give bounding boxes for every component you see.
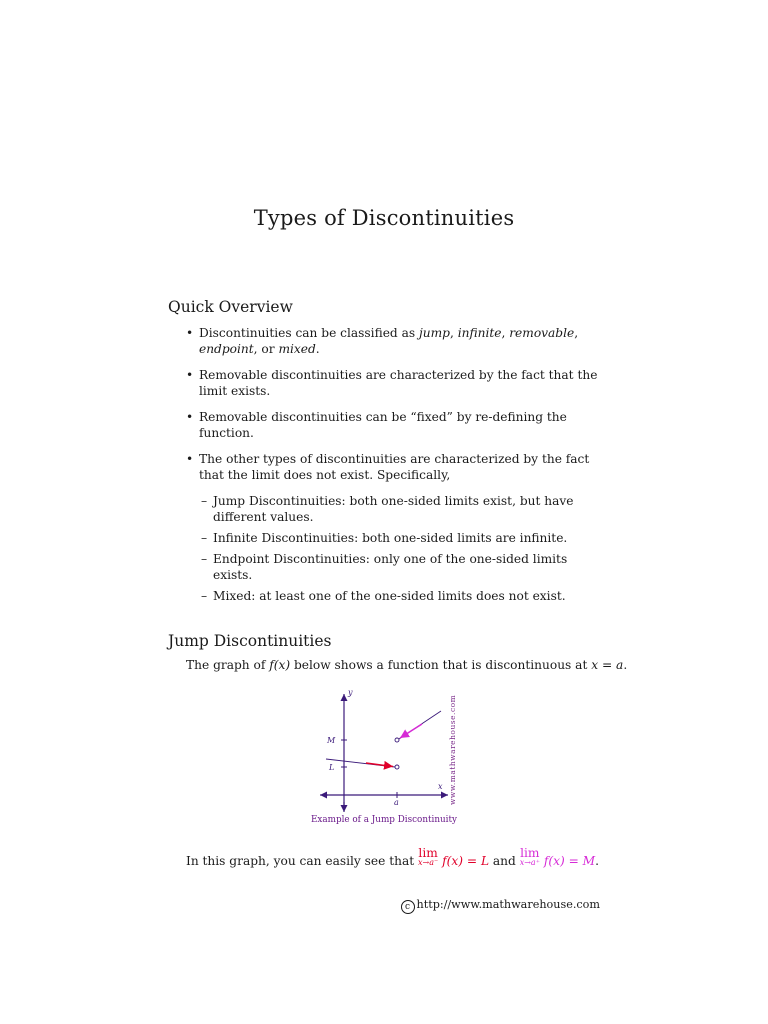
period: . [315, 342, 320, 356]
list-item [186, 367, 606, 399]
figure-caption: Example of a Jump Discontinuity [310, 815, 458, 825]
sub-list-item: – Jump Discontinuities: both one-sided limits exist, but have different values. [199, 493, 606, 525]
list-item [186, 451, 606, 604]
separator: , [501, 326, 510, 340]
jump-conclusion [186, 846, 599, 868]
term-infinite: infinite [457, 326, 502, 340]
intro-text: below shows a function that is discontinuous at [290, 658, 592, 672]
footer-url[interactable]: http://www.mathwarehouse.com [416, 898, 600, 911]
term-jump: jump [418, 326, 450, 340]
right-limit-arrow [400, 724, 422, 738]
separator: , [574, 326, 579, 340]
sub-list [199, 493, 606, 604]
list-item [186, 325, 606, 357]
jump-discontinuity-chart [300, 684, 470, 829]
period: . [623, 658, 628, 672]
lim-word: lim [520, 846, 540, 860]
overview-list [186, 325, 606, 614]
overview-heading: Quick Overview [168, 298, 293, 316]
conclusion-text: In this graph, you can easily see that [186, 854, 418, 868]
left-limit-expression: f(x) = L [442, 854, 490, 868]
discontinuity-point: x = a [591, 658, 624, 672]
chart-svg [300, 684, 470, 829]
conjunction: and [489, 854, 520, 868]
tick-label-a: a [394, 798, 399, 807]
sub-list-item: – Infinite Discontinuities: both one-sided limits are infinite. [199, 530, 606, 546]
right-limit-expression: f(x) = M [543, 854, 596, 868]
function-symbol: f(x) [269, 658, 291, 672]
lim-subscript: x→a⁻ [418, 858, 439, 867]
footer [0, 898, 600, 914]
bullet-text: Removable discontinuities are characterized by the fact that the limit exists. [199, 368, 598, 398]
list-item [186, 409, 606, 441]
page-title: Types of Discontinuities [253, 206, 515, 230]
right-limit [520, 846, 540, 867]
period: . [595, 854, 600, 868]
y-axis-label: y [348, 688, 353, 697]
x-axis-label: x [438, 782, 443, 791]
tick-label-l: L [329, 763, 335, 772]
term-removable: removable [509, 326, 575, 340]
bullet-text: The other types of discontinuities are characterized by the fact that the limit does not exist. Specifically, [199, 452, 590, 482]
right-open-endpoint [395, 738, 399, 742]
bullet-text: Discontinuities can be classified as [199, 326, 419, 340]
term-mixed: mixed [278, 342, 316, 356]
sub-list-item: – Endpoint Discontinuities: only one of the one-sided limits exists. [199, 551, 606, 583]
intro-text: The graph of [186, 658, 270, 672]
tick-label-m: M [327, 736, 336, 745]
copyright-icon: c [401, 900, 415, 914]
watermark: www.mathwarehouse.com [448, 694, 457, 805]
term-endpoint: endpoint [199, 342, 254, 356]
lim-word: lim [418, 846, 438, 860]
lim-subscript: x→a⁺ [519, 858, 540, 867]
jump-intro [186, 658, 627, 672]
separator: , [449, 326, 458, 340]
jump-heading: Jump Discontinuities [168, 632, 332, 650]
sub-list-item: – Mixed: at least one of the one-sided limits does not exist. [199, 588, 606, 604]
left-limit [418, 846, 438, 867]
left-open-endpoint [395, 765, 399, 769]
separator: , or [253, 342, 279, 356]
left-limit-arrow [366, 763, 393, 767]
bullet-text: Removable discontinuities can be “fixed” by re-defining the function. [199, 410, 567, 440]
